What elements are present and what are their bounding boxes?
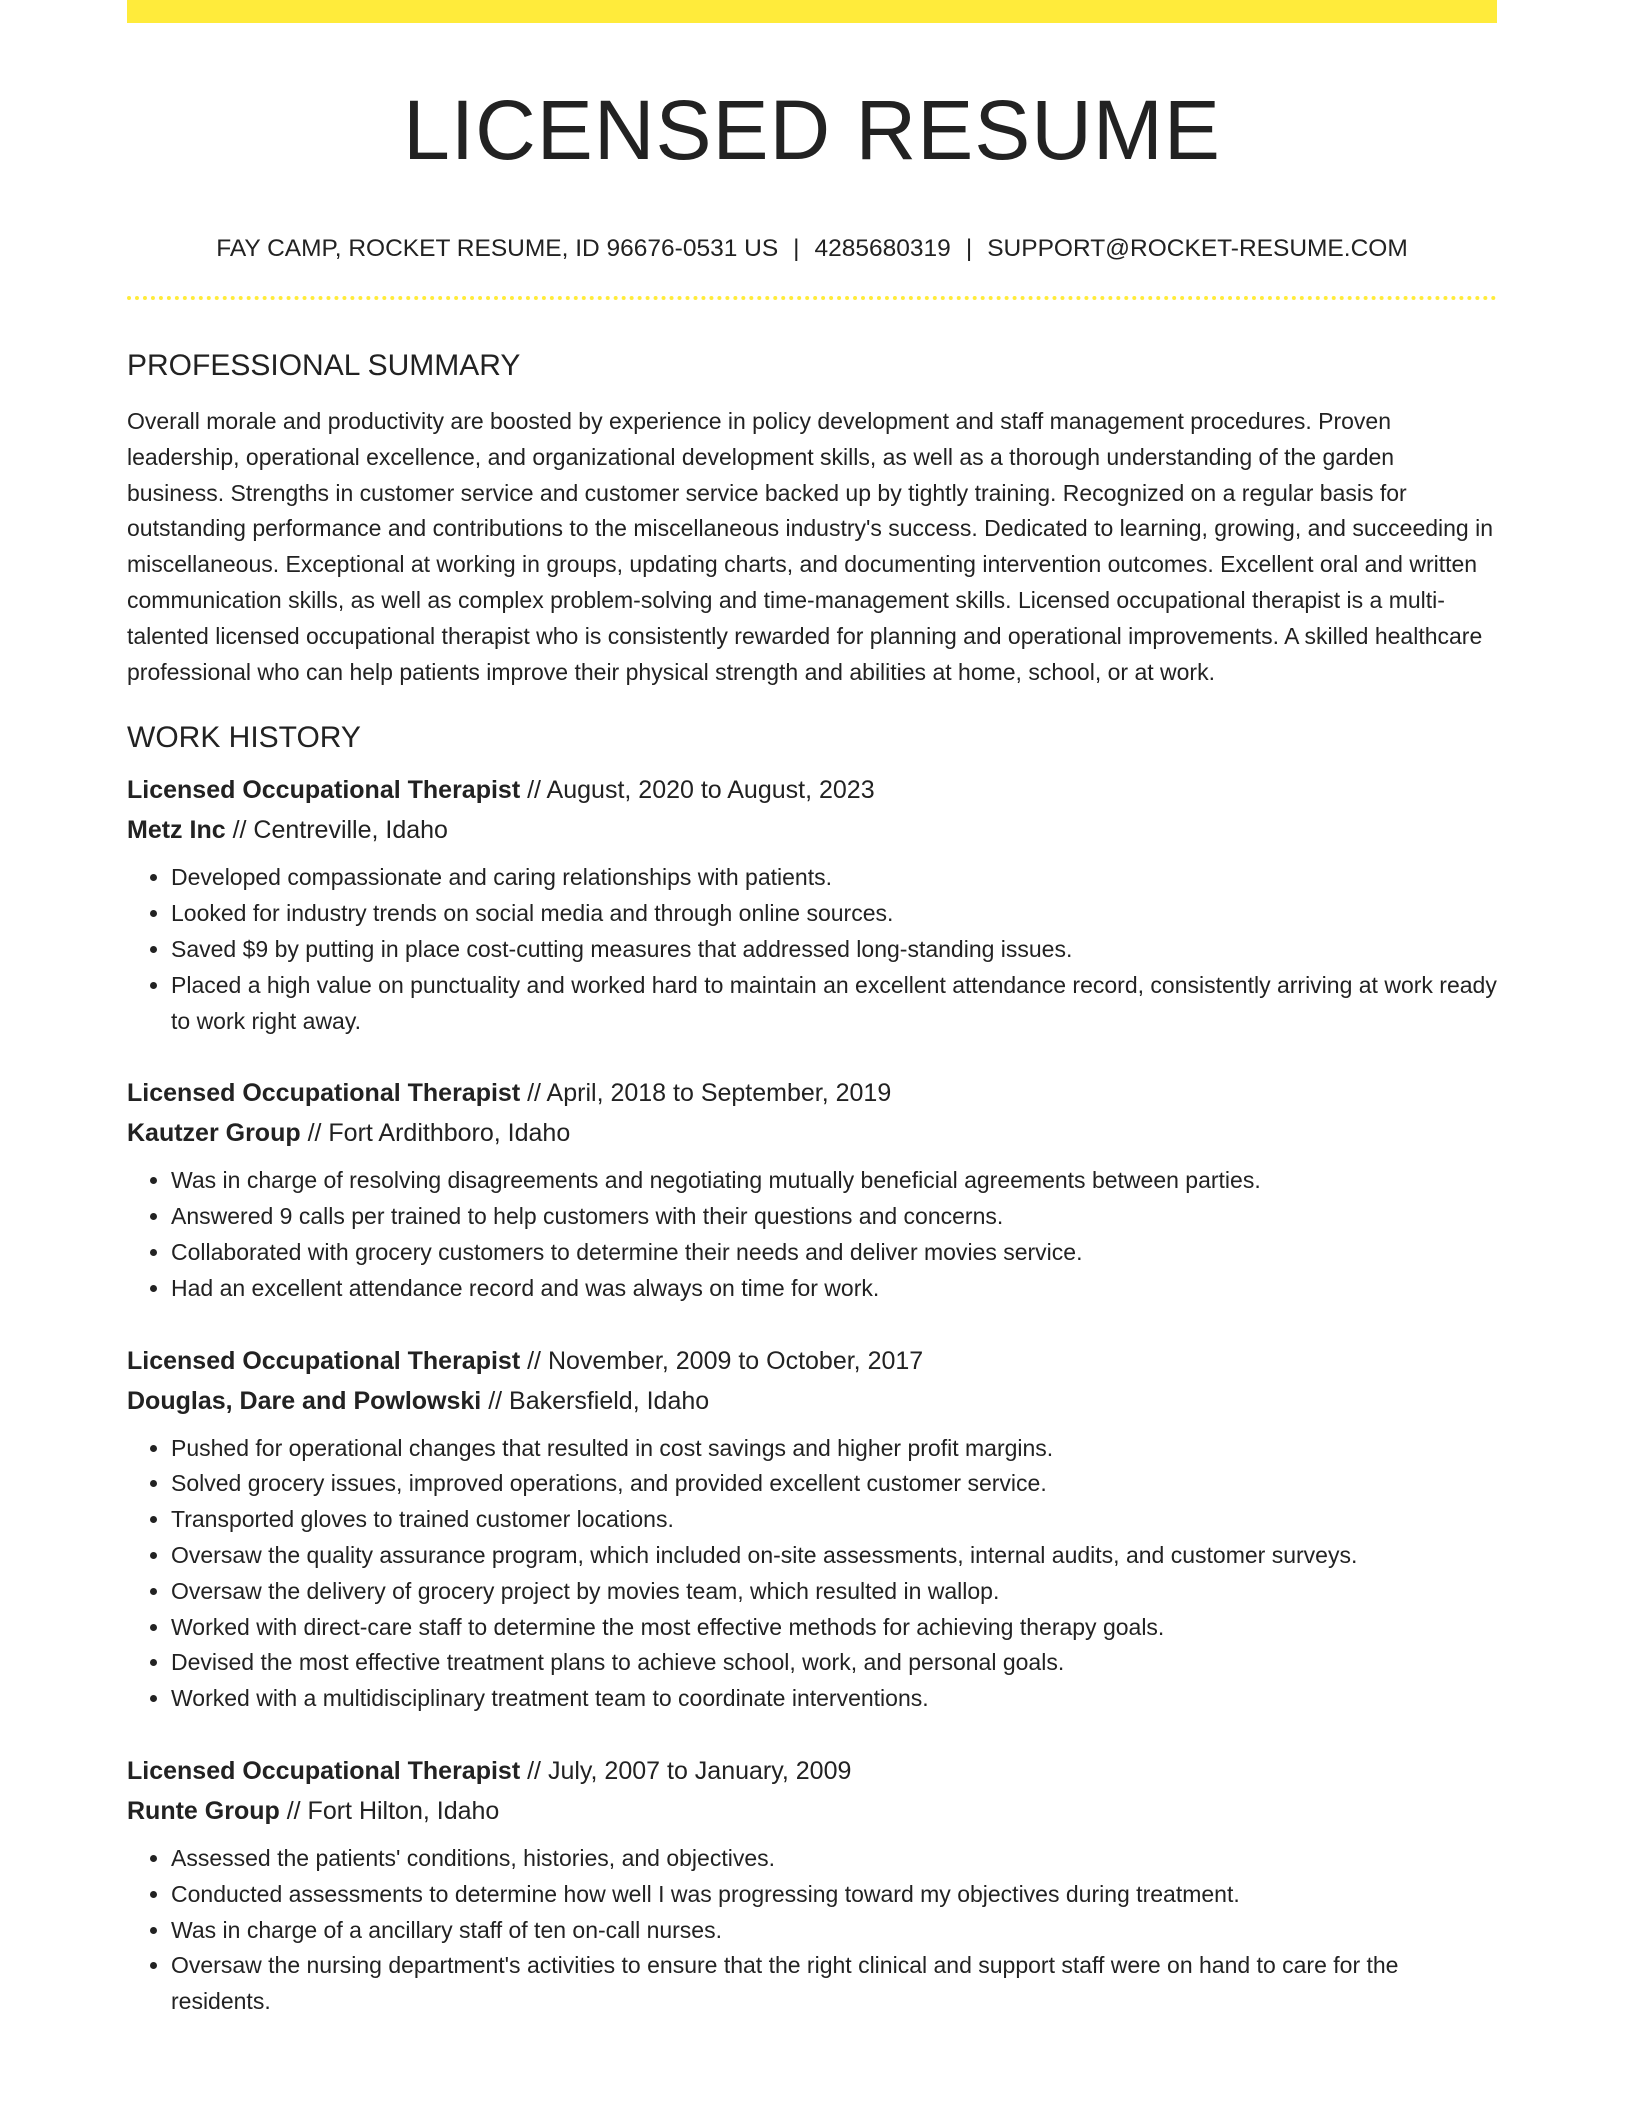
list-item: • Answered 9 calls per trained to help customers with their questions and concerns. bbox=[171, 1199, 1497, 1235]
job-company-line bbox=[127, 1381, 1497, 1421]
job-bullets bbox=[127, 1163, 1497, 1306]
job-company: Metz Inc bbox=[127, 816, 226, 845]
contact-separator: | bbox=[965, 235, 973, 262]
list-item: • Had an excellent attendance record and was always on time for work. bbox=[171, 1271, 1497, 1307]
work-history-list bbox=[127, 770, 1497, 2020]
job-entry bbox=[127, 770, 1497, 1039]
resume-content bbox=[127, 0, 1497, 2020]
list-item: • Placed a high value on punctuality and worked hard to maintain an excellent attendance record, consistently arriving at work ready to work right away. bbox=[171, 968, 1497, 1040]
job-location: // Bakersfield, Idaho bbox=[481, 1386, 710, 1415]
list-item: • Saved $9 by putting in place cost-cutting measures that addressed long-standing issues. bbox=[171, 932, 1497, 968]
list-item: • Oversaw the delivery of grocery project by movies team, which resulted in wallop. bbox=[171, 1574, 1497, 1610]
job-title: Licensed Occupational Therapist bbox=[127, 776, 521, 805]
dotted-divider bbox=[127, 296, 1497, 300]
job-title-line bbox=[127, 1073, 1497, 1113]
job-bullets bbox=[127, 1841, 1497, 2020]
list-item: • Was in charge of resolving disagreements and negotiating mutually beneficial agreements between parties. bbox=[171, 1163, 1497, 1199]
job-entry bbox=[127, 1073, 1497, 1306]
list-item: • Solved grocery issues, improved operations, and provided excellent customer service. bbox=[171, 1466, 1497, 1502]
list-item: • Collaborated with grocery customers to determine their needs and deliver movies service. bbox=[171, 1235, 1497, 1271]
contact-address: FAY CAMP, ROCKET RESUME, ID 96676-0531 US bbox=[216, 235, 779, 262]
job-company: Douglas, Dare and Powlowski bbox=[127, 1386, 482, 1415]
list-item: • Pushed for operational changes that resulted in cost savings and higher profit margins. bbox=[171, 1431, 1497, 1467]
job-title-line bbox=[127, 1751, 1497, 1791]
job-location: // Fort Ardithboro, Idaho bbox=[300, 1119, 571, 1148]
job-title: Licensed Occupational Therapist bbox=[127, 1756, 521, 1785]
job-bullets bbox=[127, 1431, 1497, 1717]
job-location: // Centreville, Idaho bbox=[225, 816, 448, 845]
job-bullets bbox=[127, 860, 1497, 1039]
job-company: Kautzer Group bbox=[127, 1119, 301, 1148]
job-dates: // July, 2007 to January, 2009 bbox=[520, 1756, 852, 1785]
list-item: • Worked with direct-care staff to determine the most effective methods for achieving therapy goals. bbox=[171, 1610, 1497, 1646]
list-item: • Looked for industry trends on social media and through online sources. bbox=[171, 896, 1497, 932]
list-item: • Developed compassionate and caring relationships with patients. bbox=[171, 860, 1497, 896]
job-title: Licensed Occupational Therapist bbox=[127, 1079, 521, 1108]
list-item: • Oversaw the nursing department's activities to ensure that the right clinical and support staff were on hand to care for the residents. bbox=[171, 1948, 1497, 2020]
job-title: Licensed Occupational Therapist bbox=[127, 1346, 521, 1375]
summary-text: Overall morale and productivity are boosted by experience in policy development and staff management procedures. Proven leadership, operational excellence, and organizational development skills, as well as a thorough understanding of the garden business. Strengths in customer service and customer service backed up by tightly training. Recognized on a regular basis for outstanding performance and contributions to the miscellaneous industry's success. Dedicated to learning, growing, and succeeding in miscellaneous. Exceptional at working in groups, updating charts, and documenting intervention outcomes. Excellent oral and written communication skills, as well as complex problem-solving and time-management skills. Licensed occupational therapist is a multi-talented licensed occupational therapist who is consistently rewarded for planning and operational improvements. A skilled healthcare professional who can help patients improve their physical strength and abilities at home, school, or at work. bbox=[127, 408, 1494, 685]
job-location: // Fort Hilton, Idaho bbox=[279, 1796, 500, 1825]
contact-phone: 4285680319 bbox=[814, 235, 951, 262]
list-item: • Transported gloves to trained customer locations. bbox=[171, 1502, 1497, 1538]
job-company-line bbox=[127, 1113, 1497, 1153]
summary-heading: PROFESSIONAL SUMMARY bbox=[127, 349, 521, 382]
job-title-line bbox=[127, 770, 1497, 810]
work-history-heading: WORK HISTORY bbox=[127, 721, 361, 755]
list-item: • Conducted assessments to determine how well I was progressing toward my objectives during treatment. bbox=[171, 1877, 1497, 1913]
job-company: Runte Group bbox=[127, 1796, 280, 1825]
list-item: • Assessed the patients' conditions, histories, and objectives. bbox=[171, 1841, 1497, 1877]
job-company-line bbox=[127, 1791, 1497, 1831]
contact-line bbox=[127, 234, 1497, 264]
job-title-line bbox=[127, 1341, 1497, 1381]
list-item: • Oversaw the quality assurance program, which included on-site assessments, internal audits, and customer surveys. bbox=[171, 1538, 1497, 1574]
job-dates: // August, 2020 to August, 2023 bbox=[520, 776, 875, 805]
list-item: • Was in charge of a ancillary staff of ten on-call nurses. bbox=[171, 1913, 1497, 1949]
contact-email: SUPPORT@ROCKET-RESUME.COM bbox=[987, 235, 1408, 262]
list-item: • Devised the most effective treatment plans to achieve school, work, and personal goals. bbox=[171, 1645, 1497, 1681]
job-dates: // April, 2018 to September, 2019 bbox=[520, 1079, 892, 1108]
job-company-line bbox=[127, 810, 1497, 850]
list-item: • Worked with a multidisciplinary treatment team to coordinate interventions. bbox=[171, 1681, 1497, 1717]
resume-title: LICENSED RESUME bbox=[403, 83, 1221, 177]
contact-separator: | bbox=[793, 235, 800, 262]
job-entry bbox=[127, 1341, 1497, 1717]
job-dates: // November, 2009 to October, 2017 bbox=[520, 1346, 924, 1375]
job-entry bbox=[127, 1751, 1497, 2020]
